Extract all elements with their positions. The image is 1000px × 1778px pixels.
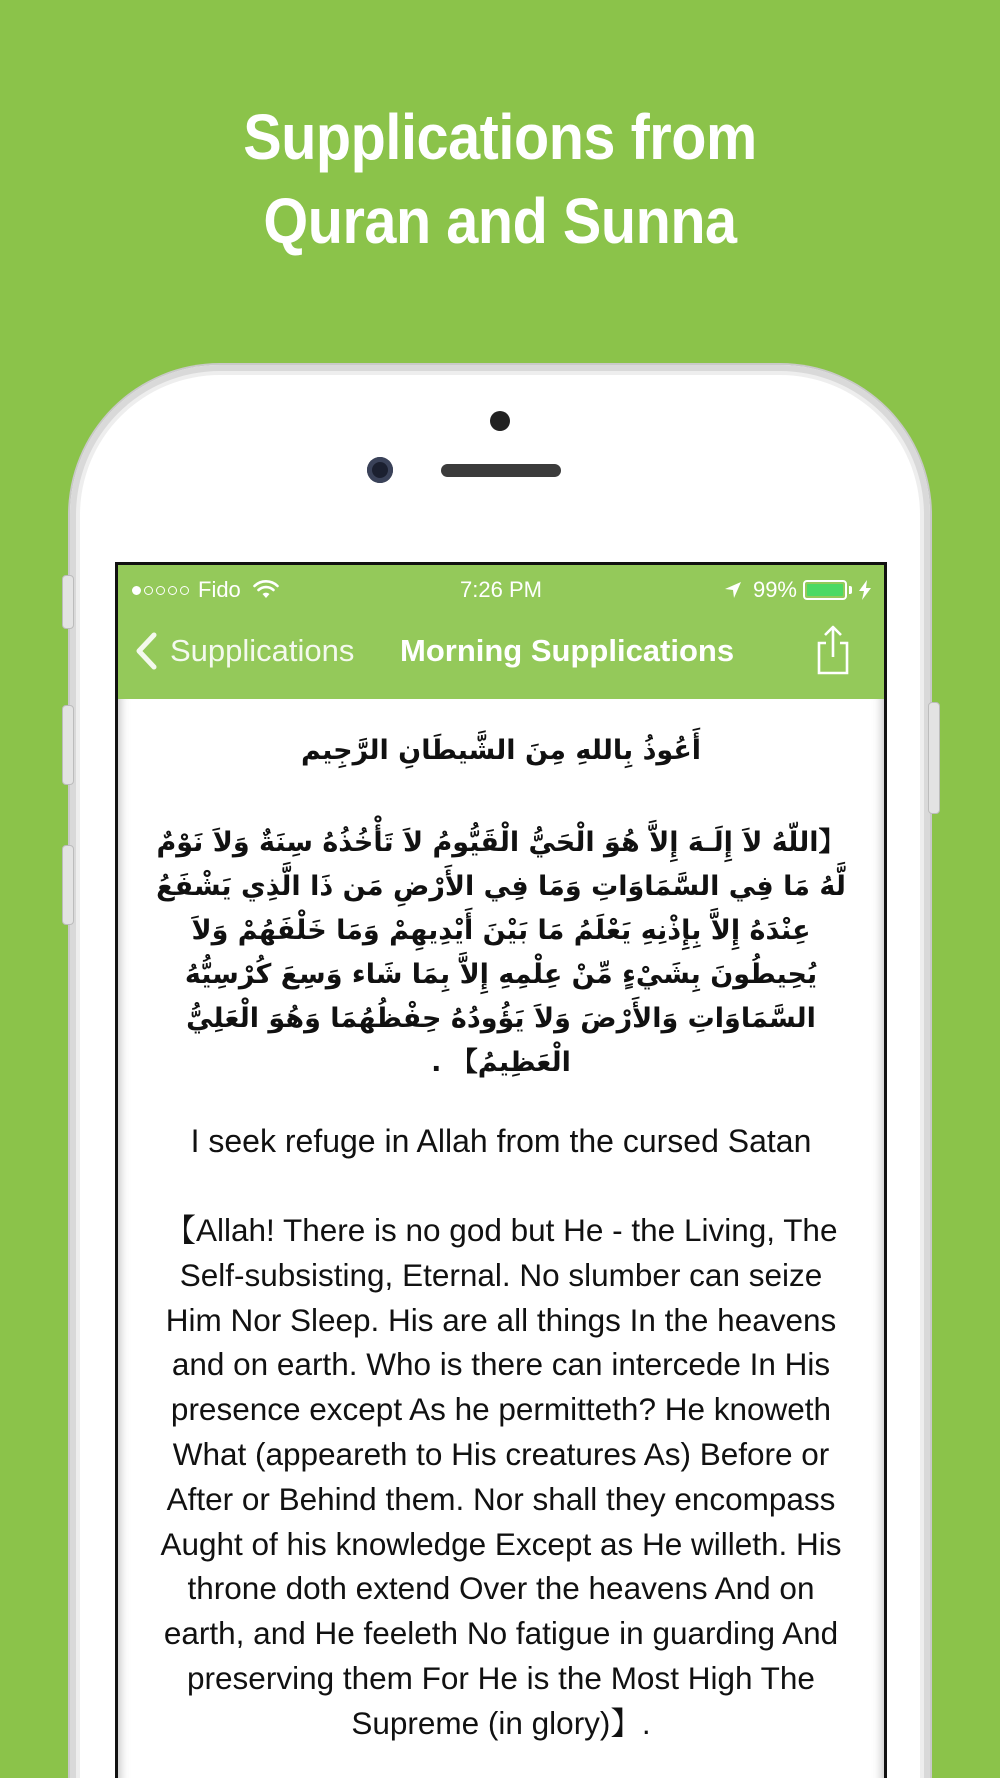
phone-volume-down: [62, 845, 74, 925]
english-heading: I seek refuge in Allah from the cursed Satan: [190, 1123, 812, 1159]
english-translation: 【Allah! There is no god but He - the Living, The Self-subsisting, Eternal. No slumber can seize Him Nor Sleep. His are all things In the heavens and on earth. Who is there can intercede In His presence except As he permitteth? He knoweth What (appeareth to His creatures As) Before or After or Behind them. Nor shall they encompass Aught of his knowledge Except as He willeth. His throne doth extend Over the heavens And on earth, and He feeleth No fatigue in guarding And preserving them For He is the Most High The Supreme (in glory)】.: [160, 1212, 842, 1741]
battery-cap: [849, 586, 852, 594]
phone-volume-up: [62, 705, 74, 785]
promo-headline-line2: Quran and Sunna: [263, 185, 737, 257]
arabic-heading: أَعُوذُ بِاللهِ مِنَ الشَّيطَانِ الرَّجِيم: [300, 735, 702, 766]
back-button[interactable]: [134, 629, 354, 673]
status-right: [723, 575, 872, 605]
front-camera: [367, 457, 393, 483]
proximity-sensor: [490, 411, 510, 431]
arabic-verse: 【اللّهُ لاَ إِلَـهَ إِلاَّ هُوَ الْحَيُّ الْقَيُّومُ لاَ تَأْخُذُهُ سِنَةٌ وَلاَ نَوْمٌ لَّهُ مَا فِي السَّمَاوَاتِ وَمَا فِي الأَرْضِ مَن ذَا الَّذِي يَشْفَعُ عِنْدَهُ إِلاَّ بِإِذْنِهِ يَعْلَمُ مَا بَيْنَ أَيْدِيهِمْ وَمَا خَلْفَهُمْ وَلاَ يُحِيطُونَ بِشَيْءٍ مِّنْ عِلْمِهِ إِلاَّ بِمَا شَاء وَسِعَ كُرْسِيُّهُ السَّمَاوَاتِ وَالأَرْضَ وَلاَ يَؤُودُهُ حِفْظُهُمَا وَهُوَ الْعَلِيُّ الْعَظِيمُ】 .: [156, 827, 846, 1078]
promo-headline: [50, 95, 950, 263]
share-icon[interactable]: [813, 621, 853, 677]
phone-screen: [115, 562, 887, 1778]
carrier-name: Fido: [198, 577, 241, 602]
back-chevron-icon: [134, 631, 158, 671]
nav-row: [118, 621, 884, 681]
navigation-bar: [118, 565, 884, 699]
location-arrow-icon: [723, 580, 743, 600]
status-time: 7:26 PM: [460, 577, 542, 602]
battery-icon: [803, 580, 847, 600]
phone-silent-switch: [62, 575, 74, 629]
supplication-content[interactable]: [118, 699, 884, 1778]
charging-bolt-icon: [858, 580, 872, 600]
earpiece-speaker: [441, 464, 561, 477]
phone-power-button: [928, 702, 940, 814]
status-bar: [118, 575, 884, 605]
battery-percent: 99%: [752, 577, 797, 602]
back-button-label: Supplications: [170, 633, 355, 668]
battery-fill: [807, 584, 843, 596]
page-title: Morning Supplications: [400, 633, 735, 668]
promo-headline-line1: Supplications from: [243, 101, 757, 173]
